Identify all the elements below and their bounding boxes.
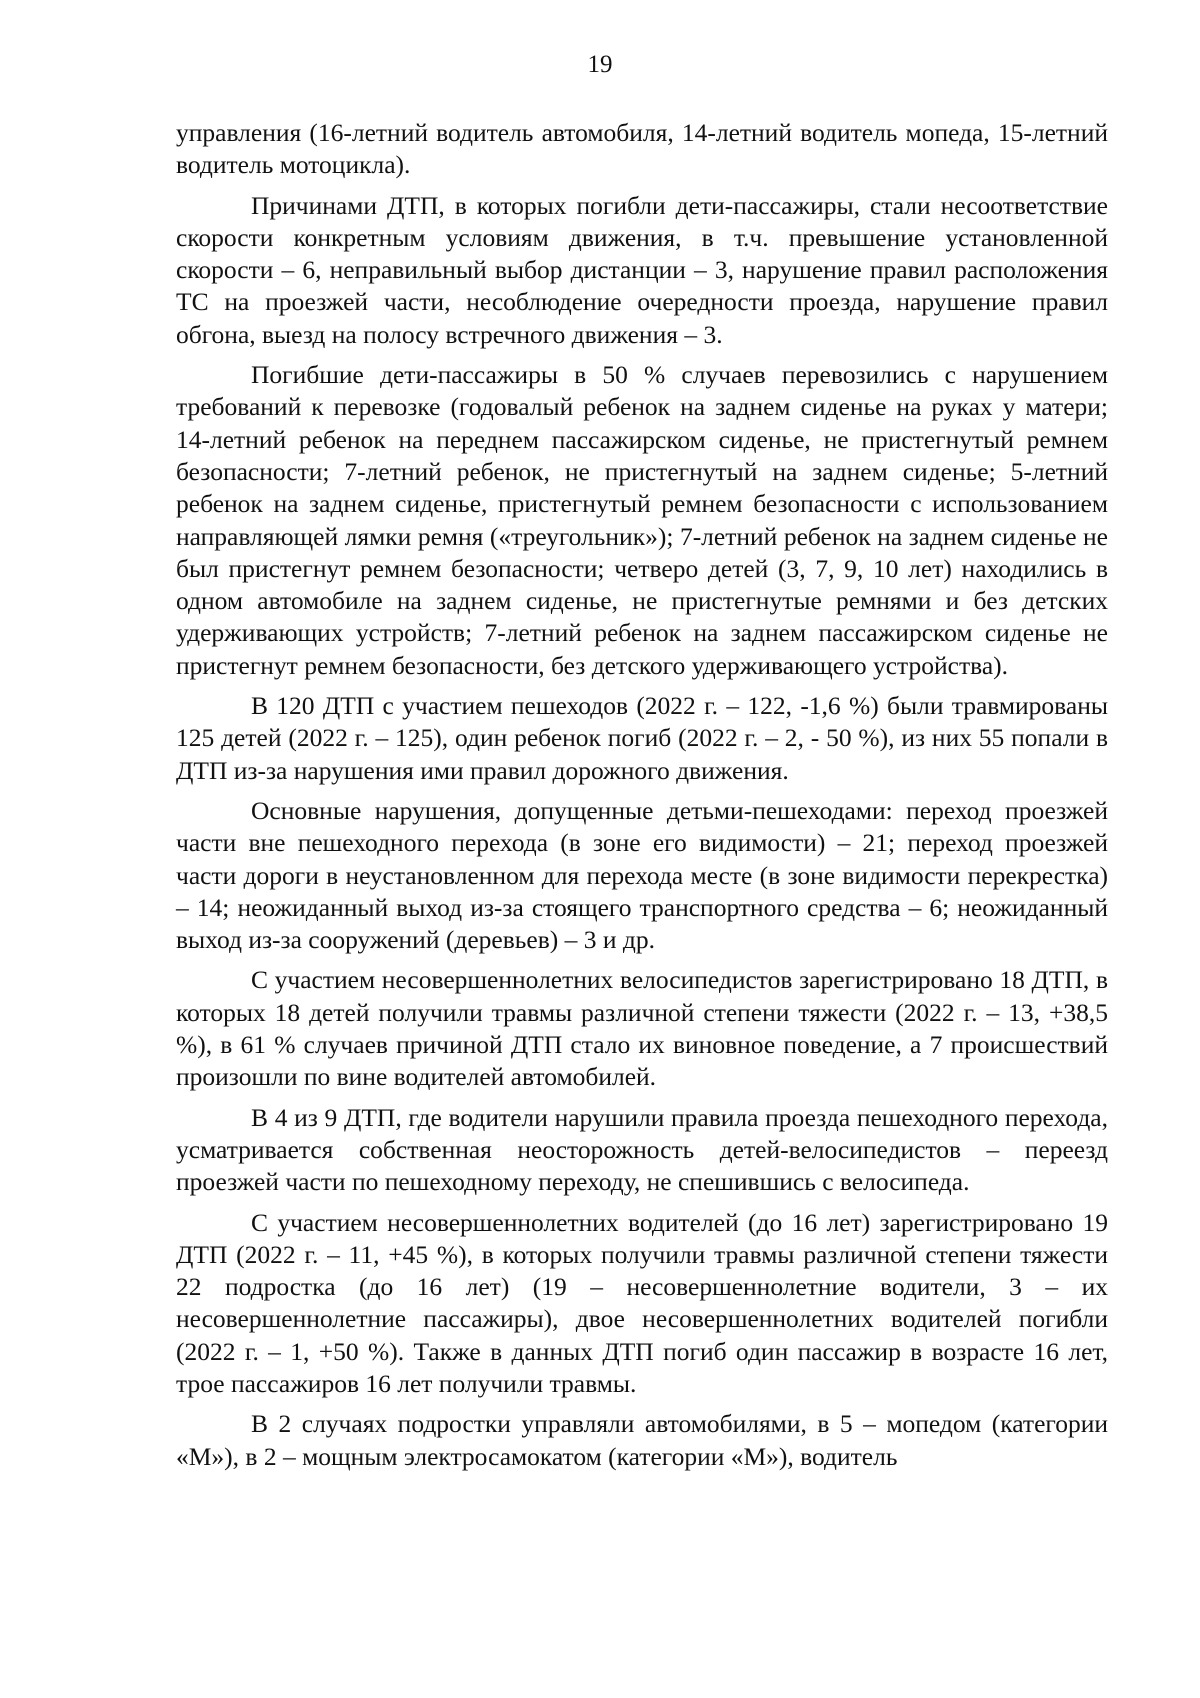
paragraph-vehicle-types: В 2 случаях подростки управляли автомобилями, в 5 – мопедом (категории «М»), в 2 – мощным электросамокатом (категории «М»), водитель	[176, 1409, 1108, 1471]
paragraph-passenger-causes: Причинами ДТП, в которых погибли дети-пассажиры, стали несоответствие скорости конкретным условиям движения, в т.ч. превышение установленной скорости – 6, неправильный выбор дистанции – 3, нарушение правил расположения ТС на проезжей части, несоблюдение очередности проезда, нарушение правил обгона, выезд на полосу встречного движения – 3.	[176, 190, 1108, 349]
paragraph-transport-violations: Погибшие дети-пассажиры в 50 % случаев перевозились с нарушением требований к перевозке (годовалый ребенок на заднем сиденье на руках у матери; 14-летний ребенок на переднем пассажирском сиденье, не пристегнутый ремнем безопасности; 7-летний ребенок, не пристегнутый на заднем сиденье; 5-летний ребенок на заднем сиденье, пристегнутый ремнем безопасности с использованием направляющей лямки ремня («треугольник»); 7-летний ребенок на заднем сиденье не был пристегнут ремнем безопасности; четверо детей (3, 7, 9, 10 лет) находились в одном автомобиле на заднем сиденье, не пристегнутые ремнями и без детских удерживающих устройств; 7-летний ребенок на заднем пассажирском сиденье не пристегнут ремнем безопасности, без детского удерживающего устройства).	[176, 360, 1108, 680]
paragraph-pedestrian-accidents: В 120 ДТП с участием пешеходов (2022 г. – 122, -1,6 %) были травмированы 125 детей (2022 г. – 125), один ребенок погиб (2022 г. – 2, - 50 %), из них 55 попали в ДТП из-за нарушения ими правил дорожного движения.	[176, 691, 1108, 785]
paragraph-cyclist-accidents: С участием несовершеннолетних велосипедистов зарегистрировано 18 ДТП, в которых 18 детей получили травмы различной степени тяжести (2022 г. – 13, +38,5 %), в 61 % случаев причиной ДТП стало их виновное поведение, а 7 происшествий произошли по вине водителей автомобилей.	[176, 965, 1108, 1092]
paragraph-pedestrian-violations: Основные нарушения, допущенные детьми-пешеходами: переход проезжей части вне пешеходного перехода (в зоне его видимости) – 21; переход проезжей части дороги в неустановленном для перехода месте (в зоне видимости перекрестка) – 14; неожиданный выход из-за стоящего транспортного средства – 6; неожиданный выход из-за сооружений (деревьев) – 3 и др.	[176, 795, 1108, 955]
paragraph-minor-drivers: С участием несовершеннолетних водителей (до 16 лет) зарегистрировано 19 ДТП (2022 г. – 11, +45 %), в которых получили травмы различной степени тяжести 22 подростка (до 16 лет) (19 – несовершеннолетние водители, 3 – их несовершеннолетние пассажиры), двое несовершеннолетних водителей погибли (2022 г. – 1, +50 %). Также в данных ДТП погиб один пассажир в возрасте 16 лет, трое пассажиров 16 лет получили травмы.	[176, 1207, 1108, 1398]
document-body	[176, 117, 1108, 1481]
page-number: 19	[587, 51, 613, 78]
paragraph-cyclist-crossing: В 4 из 9 ДТП, где водители нарушили правила проезда пешеходного перехода, усматривается собственная неосторожность детей-велосипедистов – переезд проезжей части по пешеходному переходу, не спешившись с велосипеда.	[176, 1102, 1108, 1197]
paragraph-continuation: управления (16-летний водитель автомобиля, 14-летний водитель мопеда, 15-летний водитель мотоцикла).	[176, 118, 1108, 180]
